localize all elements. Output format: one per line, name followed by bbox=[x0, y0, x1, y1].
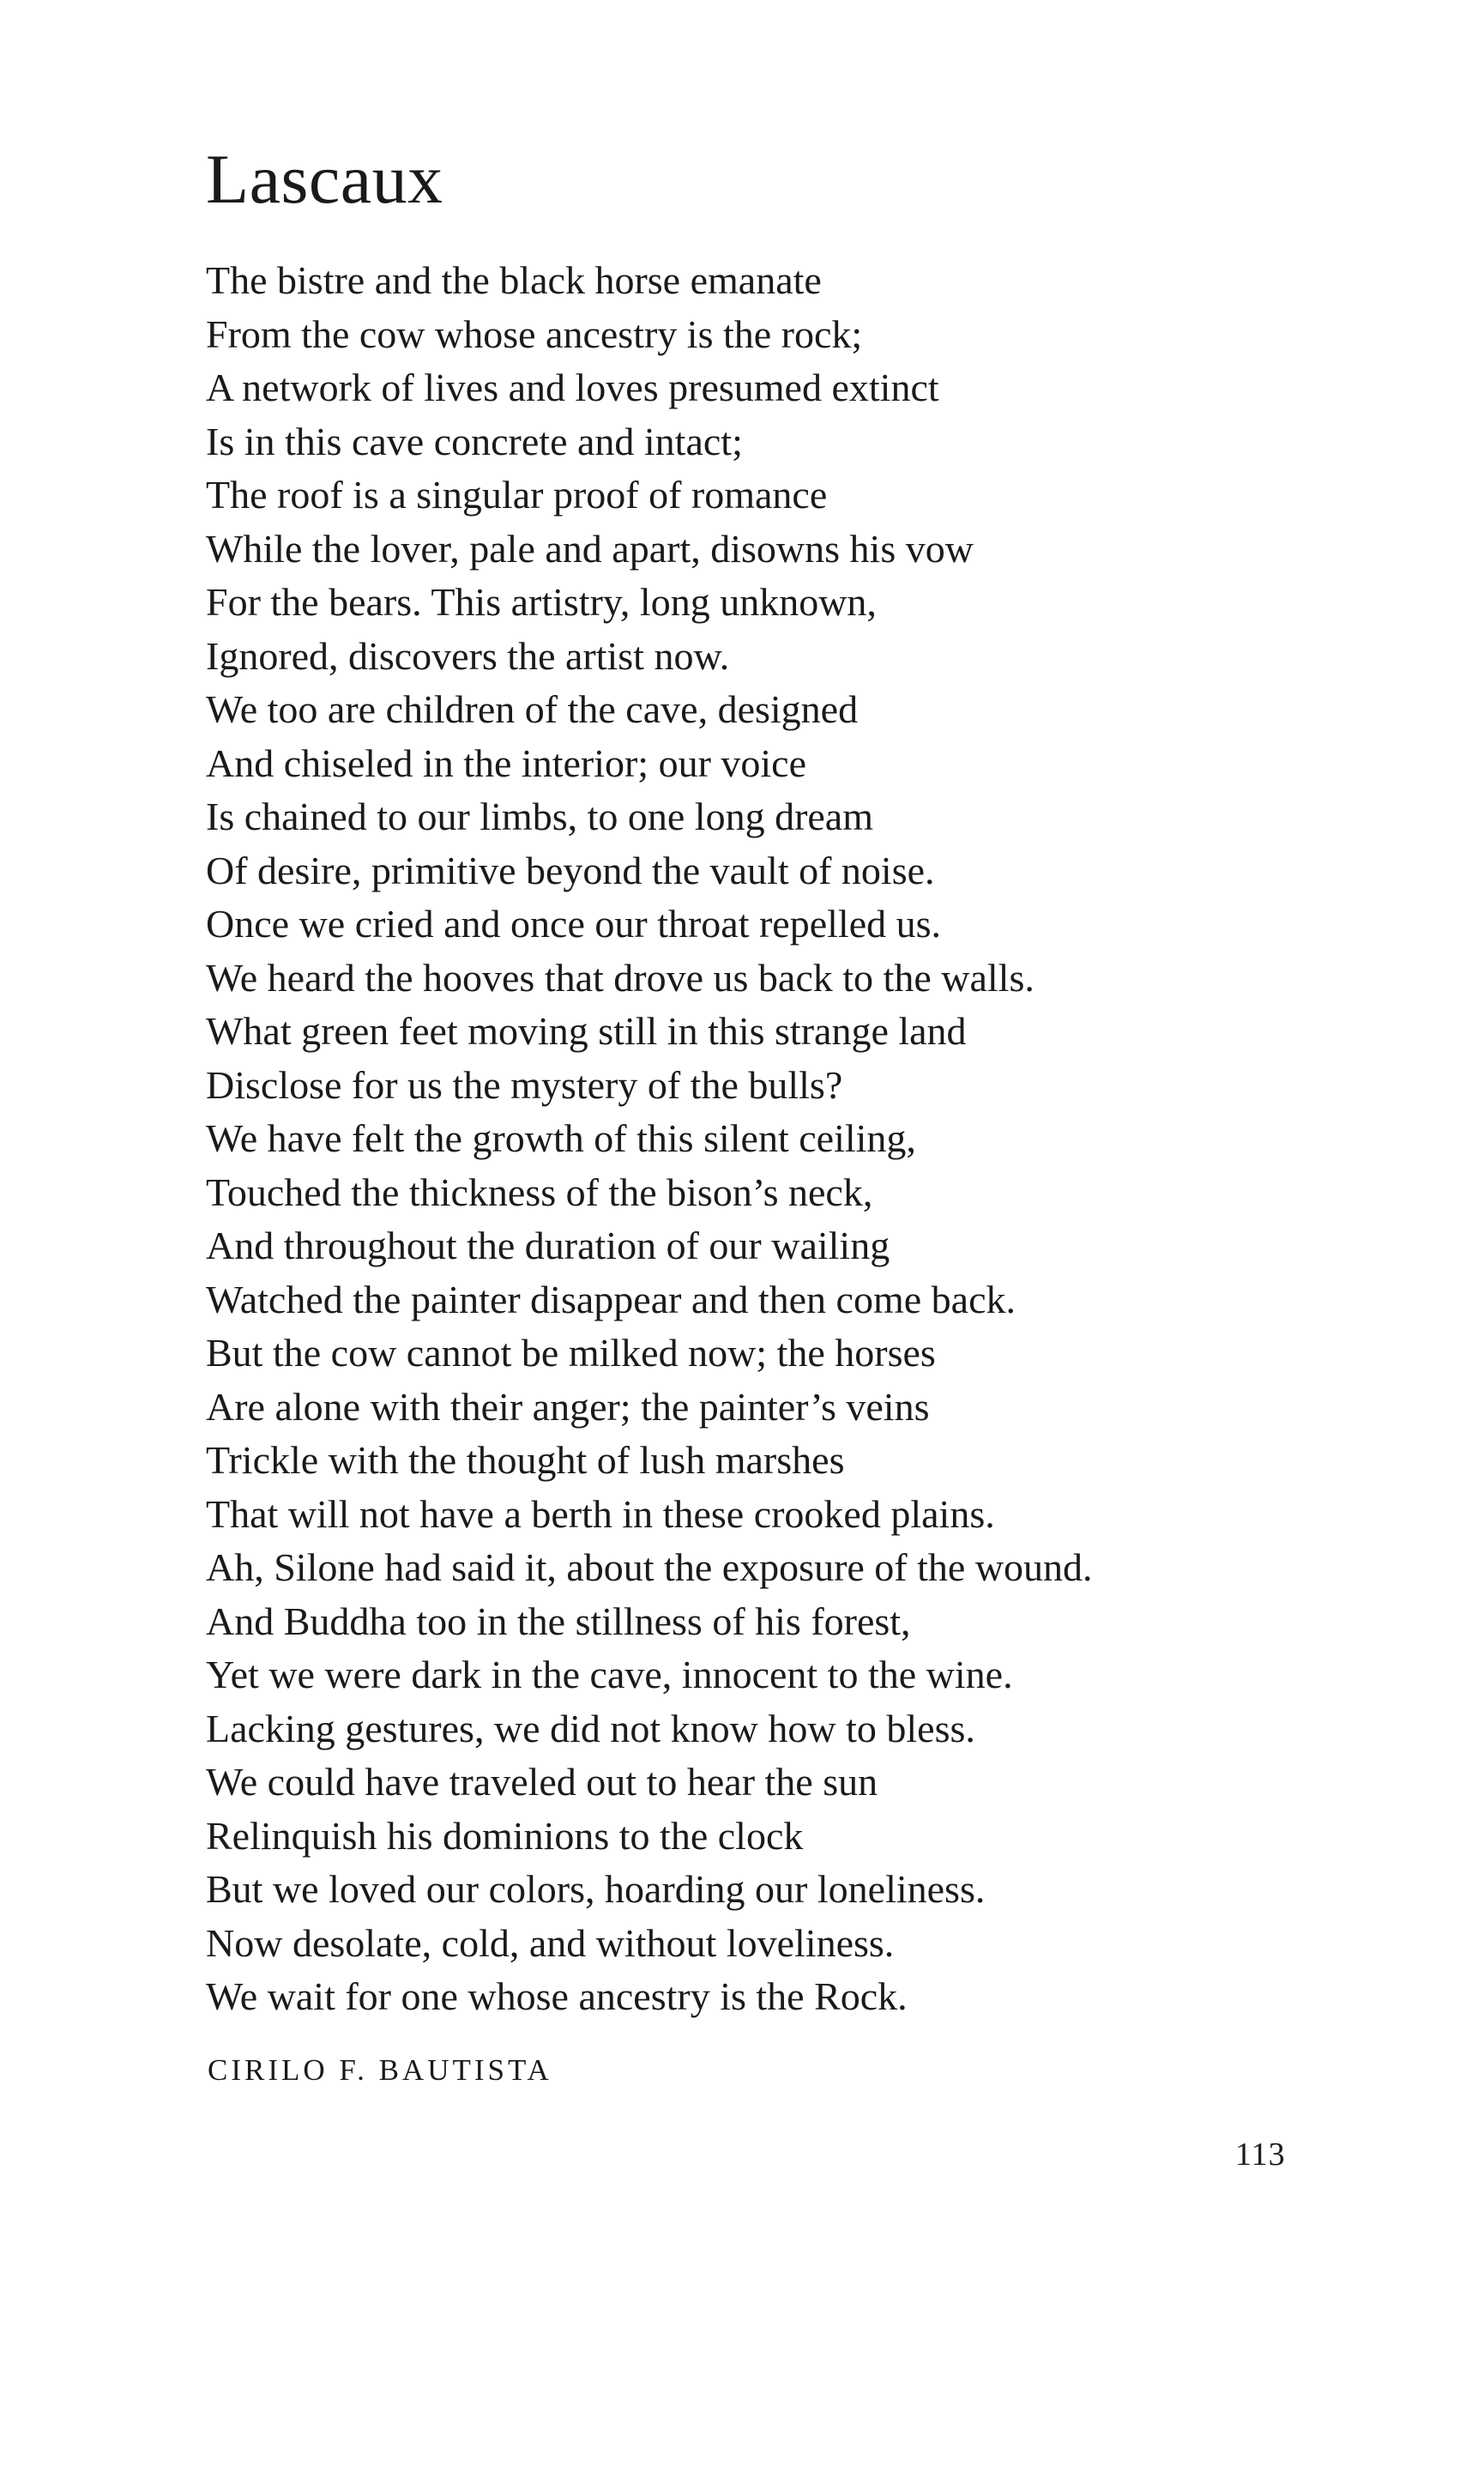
poem-line: What green feet moving still in this strange land bbox=[206, 1009, 967, 1053]
poem-line: We wait for one whose ancestry is the Rock. bbox=[206, 1974, 908, 2018]
poem-line: And throughout the duration of our wailing bbox=[206, 1224, 890, 1267]
poem-line: Is in this cave concrete and intact; bbox=[206, 419, 743, 463]
poem-line: But the cow cannot be milked now; the horses bbox=[206, 1331, 936, 1375]
poem-line: Disclose for us the mystery of the bulls? bbox=[206, 1062, 843, 1107]
poem-line: But we loved our colors, hoarding our loneliness. bbox=[206, 1867, 986, 1911]
poem-line: Lacking gestures, we did not know how to bless. bbox=[206, 1706, 975, 1750]
poem-line: Trickle with the thought of lush marshes bbox=[206, 1438, 845, 1482]
poem-line: And Buddha too in the stillness of his forest, bbox=[206, 1599, 911, 1643]
poem-line: Are alone with their anger; the painter’s veins bbox=[206, 1384, 930, 1429]
poem-line: Once we cried and once our throat repelled us. bbox=[206, 902, 942, 946]
poem-title: Lascaux bbox=[206, 140, 443, 218]
poem-line: The bistre and the black horse emanate bbox=[206, 258, 822, 302]
poem-line: We heard the hooves that drove us back to the walls. bbox=[206, 955, 1035, 1000]
poem-line: Watched the painter disappear and then come back. bbox=[206, 1277, 1016, 1321]
poem-line: Now desolate, cold, and without loveliness. bbox=[206, 1920, 895, 1965]
poem-line: We could have traveled out to hear the sun bbox=[206, 1760, 878, 1804]
poem-author: CIRILO F. BAUTISTA bbox=[208, 2053, 552, 2087]
poem-line: A network of lives and loves presumed extinct bbox=[206, 366, 939, 409]
poem-line: Yet we were dark in the cave, innocent to the wine. bbox=[206, 1653, 1013, 1696]
poem-line: Touched the thickness of the bison’s neck, bbox=[206, 1170, 873, 1214]
poem-line: Ah, Silone had said it, about the exposure of the wound. bbox=[206, 1545, 1093, 1589]
poem-line: Ignored, discovers the artist now. bbox=[206, 633, 730, 678]
poem-line: We have felt the growth of this silent ceiling, bbox=[206, 1116, 916, 1160]
poem-line: That will not have a berth in these crooked plains. bbox=[206, 1491, 995, 1536]
poem-line: And chiseled in the interior; our voice bbox=[206, 740, 807, 785]
page-number: 113 bbox=[1235, 2137, 1286, 2173]
poem-body bbox=[206, 254, 1093, 2024]
poem-line: Is chained to our limbs, to one long dream bbox=[206, 795, 874, 838]
poem-line: For the bears. This artistry, long unknown, bbox=[206, 580, 877, 624]
poem-line: We too are children of the cave, designed bbox=[206, 687, 859, 731]
poem-line: From the cow whose ancestry is the rock; bbox=[206, 311, 863, 356]
poem-line: While the lover, pale and apart, disowns his vow bbox=[206, 526, 974, 571]
poem-line: Of desire, primitive beyond the vault of noise. bbox=[206, 848, 935, 892]
poem-line: The roof is a singular proof of romance bbox=[206, 473, 828, 517]
poem-line: Relinquish his dominions to the clock bbox=[206, 1813, 804, 1858]
